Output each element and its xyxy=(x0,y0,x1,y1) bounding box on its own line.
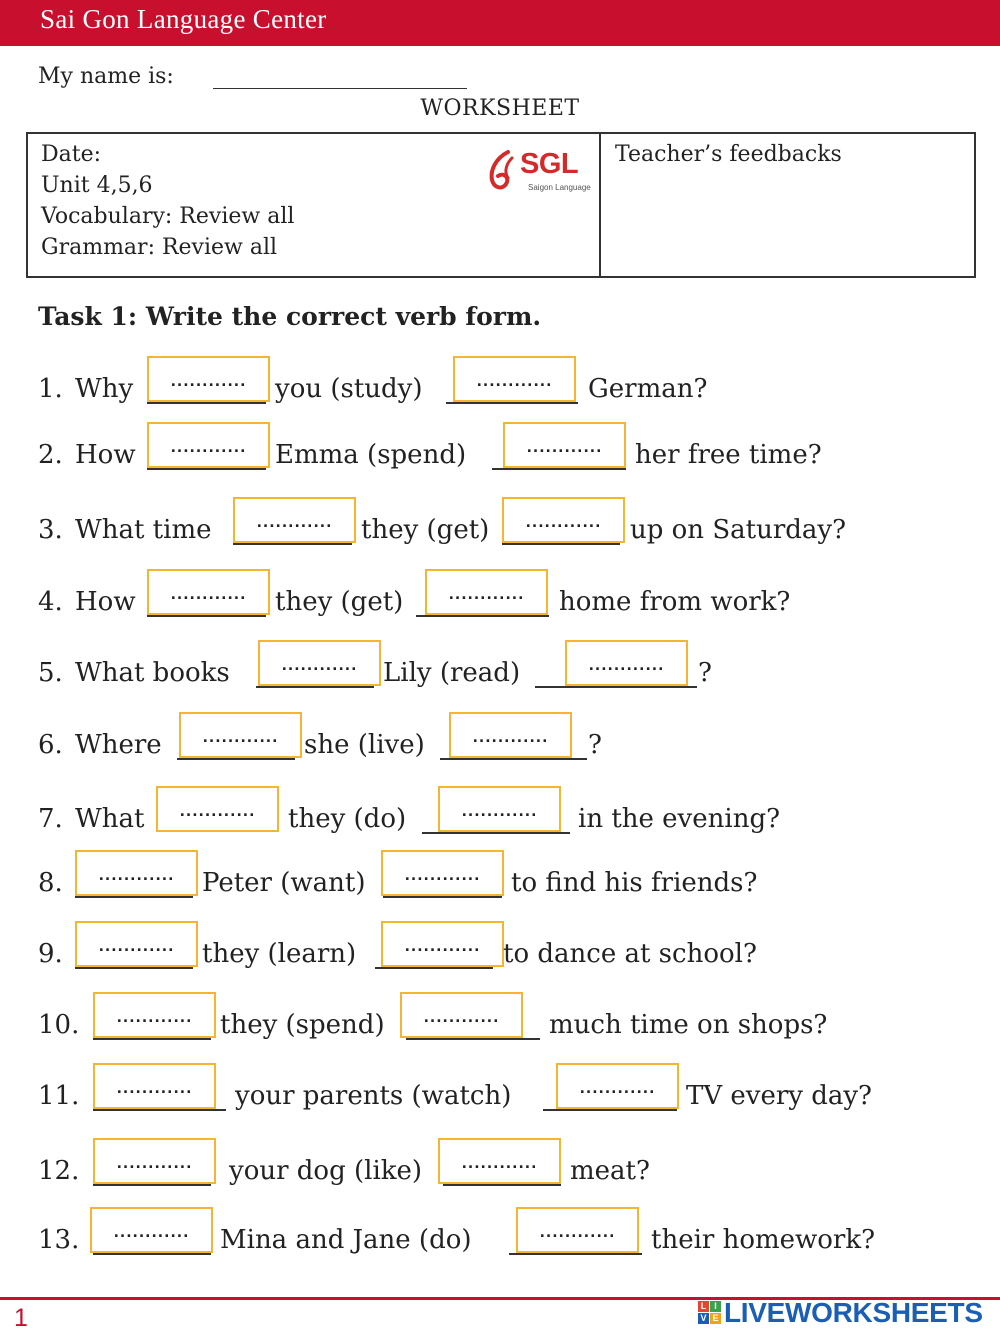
question-number: 4. xyxy=(38,587,63,617)
question-number: 3. xyxy=(38,515,63,545)
question-row xyxy=(0,786,1000,857)
question-text-start: How xyxy=(75,440,136,470)
question-row xyxy=(0,569,1000,640)
answer-input-2[interactable]: ............ xyxy=(516,1207,639,1253)
question-text-start: What xyxy=(75,804,145,834)
page-number: 1 xyxy=(14,1304,28,1332)
question-text-verb: Lily (read) xyxy=(383,658,521,688)
question-text-end: much time on shops? xyxy=(549,1010,828,1040)
answer-input-1[interactable]: ............ xyxy=(93,992,216,1038)
liveworksheets-logo xyxy=(698,1298,996,1328)
answer-underline xyxy=(422,832,570,834)
teacher-feedback-label: Teacher’s feedbacks xyxy=(615,142,842,167)
question-text-verb: they (get) xyxy=(275,587,404,617)
question-number: 9. xyxy=(38,939,63,969)
question-text-start: What books xyxy=(75,658,230,688)
question-text-end: to find his friends? xyxy=(511,868,758,898)
question-row xyxy=(0,640,1000,711)
answer-input-2[interactable]: ............ xyxy=(449,712,572,758)
answer-underline xyxy=(443,1184,561,1186)
answer-input-2[interactable]: ............ xyxy=(438,786,561,832)
question-row xyxy=(0,422,1000,493)
question-number: 12. xyxy=(38,1156,80,1186)
question-row xyxy=(0,850,1000,921)
answer-underline xyxy=(147,402,266,404)
logo-letter: I xyxy=(710,1301,721,1312)
answer-underline xyxy=(147,615,266,617)
answer-underline xyxy=(440,758,587,760)
answer-input-2[interactable]: ............ xyxy=(425,569,548,615)
center-title: Sai Gon Language Center xyxy=(40,4,327,34)
question-row xyxy=(0,1138,1000,1209)
question-text-verb: you (study) xyxy=(275,374,423,404)
sgl-logo-text: SGL xyxy=(520,148,579,180)
question-text-end: her free time? xyxy=(635,440,822,470)
answer-input-1[interactable]: ............ xyxy=(93,1063,216,1109)
question-row xyxy=(0,992,1000,1063)
grammar-label: Grammar: Review all xyxy=(41,235,278,260)
answer-input-1[interactable]: ............ xyxy=(156,786,279,832)
question-row xyxy=(0,1063,1000,1134)
answer-underline xyxy=(509,1253,642,1255)
answer-input-1[interactable]: ............ xyxy=(179,712,302,758)
answer-underline xyxy=(93,1184,211,1186)
answer-underline xyxy=(93,1109,226,1111)
answer-underline xyxy=(406,1038,540,1040)
answer-input-2[interactable]: ............ xyxy=(381,850,504,896)
question-text-start: Why xyxy=(75,374,134,404)
name-label: My name is: xyxy=(38,64,174,89)
question-number: 1. xyxy=(38,374,63,404)
question-text-verb: Peter (want) xyxy=(202,868,366,898)
question-text-verb: she (live) xyxy=(304,730,425,760)
question-row xyxy=(0,921,1000,992)
answer-underline xyxy=(233,543,352,545)
question-number: 13. xyxy=(38,1225,80,1255)
answer-underline xyxy=(177,758,295,760)
answer-underline xyxy=(93,1253,211,1255)
question-row xyxy=(0,356,1000,427)
answer-input-1[interactable]: ............ xyxy=(147,569,270,615)
question-text-verb: they (learn) xyxy=(202,939,357,969)
answer-input-1[interactable]: ............ xyxy=(75,850,198,896)
question-row xyxy=(0,1207,1000,1278)
question-text-end: in the evening? xyxy=(578,804,781,834)
question-text-verb: Emma (spend) xyxy=(275,440,467,470)
question-number: 10. xyxy=(38,1010,80,1040)
question-text-end: TV every day? xyxy=(686,1081,872,1111)
answer-input-1[interactable]: ............ xyxy=(258,640,381,686)
answer-input-2[interactable]: ............ xyxy=(400,992,523,1038)
answer-underline xyxy=(446,402,578,404)
answer-input-1[interactable]: ............ xyxy=(147,422,270,468)
question-row xyxy=(0,497,1000,568)
answer-input-2[interactable]: ............ xyxy=(502,497,625,543)
answer-underline xyxy=(75,967,193,969)
sgl-logo-icon xyxy=(486,148,520,196)
sgl-logo-subtext: Saigon Language xyxy=(528,183,591,192)
answer-underline xyxy=(93,1038,211,1040)
answer-input-1[interactable]: ............ xyxy=(90,1207,213,1253)
question-text-start: Where xyxy=(75,730,162,760)
answer-underline xyxy=(416,615,549,617)
answer-input-1[interactable]: ............ xyxy=(233,497,356,543)
question-text-verb: they (get) xyxy=(361,515,490,545)
question-text-end: ? xyxy=(588,730,602,760)
answer-underline xyxy=(383,896,502,898)
question-text-end: German? xyxy=(588,374,708,404)
answer-underline xyxy=(256,686,374,688)
question-text-end: ? xyxy=(698,658,712,688)
question-text-end: up on Saturday? xyxy=(630,515,847,545)
answer-input-2[interactable]: ............ xyxy=(438,1138,561,1184)
liveworksheets-brand: LIVEWORKSHEETS xyxy=(724,1297,983,1328)
question-text-end: their homework? xyxy=(651,1225,876,1255)
answer-input-1[interactable]: ............ xyxy=(93,1138,216,1184)
answer-underline xyxy=(492,468,626,470)
info-cell-left xyxy=(28,134,601,276)
unit-label: Unit 4,5,6 xyxy=(41,173,153,198)
answer-underline xyxy=(543,1109,677,1111)
question-number: 8. xyxy=(38,868,63,898)
question-text-end: to dance at school? xyxy=(503,939,757,969)
answer-input-1[interactable]: ............ xyxy=(147,356,270,402)
question-number: 2. xyxy=(38,440,63,470)
task-title: Task 1: Write the correct verb form. xyxy=(38,302,542,331)
date-label: Date: xyxy=(41,142,102,167)
question-number: 7. xyxy=(38,804,63,834)
worksheet-title: WORKSHEET xyxy=(420,96,580,121)
answer-underline xyxy=(502,543,620,545)
answer-input-2[interactable]: ............ xyxy=(381,921,504,967)
answer-input-2[interactable]: ............ xyxy=(453,356,576,402)
answer-underline xyxy=(75,896,193,898)
logo-letter: L xyxy=(698,1301,709,1312)
liveworksheets-logo-icon xyxy=(698,1301,722,1325)
vocabulary-label: Vocabulary: Review all xyxy=(41,204,295,229)
answer-underline xyxy=(535,686,697,688)
question-number: 11. xyxy=(38,1081,80,1111)
info-table xyxy=(26,132,976,278)
question-text-verb: your dog (like) xyxy=(229,1156,423,1186)
answer-input-1[interactable]: ............ xyxy=(75,921,198,967)
answer-underline xyxy=(375,967,493,969)
question-text-verb: Mina and Jane (do) xyxy=(220,1225,472,1255)
question-text-verb: your parents (watch) xyxy=(235,1081,512,1111)
header-bar xyxy=(0,0,1000,46)
question-text-verb: they (spend) xyxy=(220,1010,385,1040)
answer-input-2[interactable]: ............ xyxy=(556,1063,679,1109)
question-number: 6. xyxy=(38,730,63,760)
answer-underline xyxy=(147,468,266,470)
answer-input-2[interactable]: ............ xyxy=(565,640,688,686)
logo-letter: V xyxy=(698,1313,709,1324)
question-text-end: home from work? xyxy=(559,587,791,617)
answer-input-2[interactable]: ............ xyxy=(503,422,626,468)
question-number: 5. xyxy=(38,658,63,688)
question-text-end: meat? xyxy=(570,1156,650,1186)
name-blank-line xyxy=(213,88,467,89)
question-text-start: How xyxy=(75,587,136,617)
question-text-start: What time xyxy=(75,515,212,545)
question-row xyxy=(0,712,1000,783)
question-text-verb: they (do) xyxy=(288,804,407,834)
sgl-logo xyxy=(486,148,591,196)
logo-letter: E xyxy=(710,1313,721,1324)
